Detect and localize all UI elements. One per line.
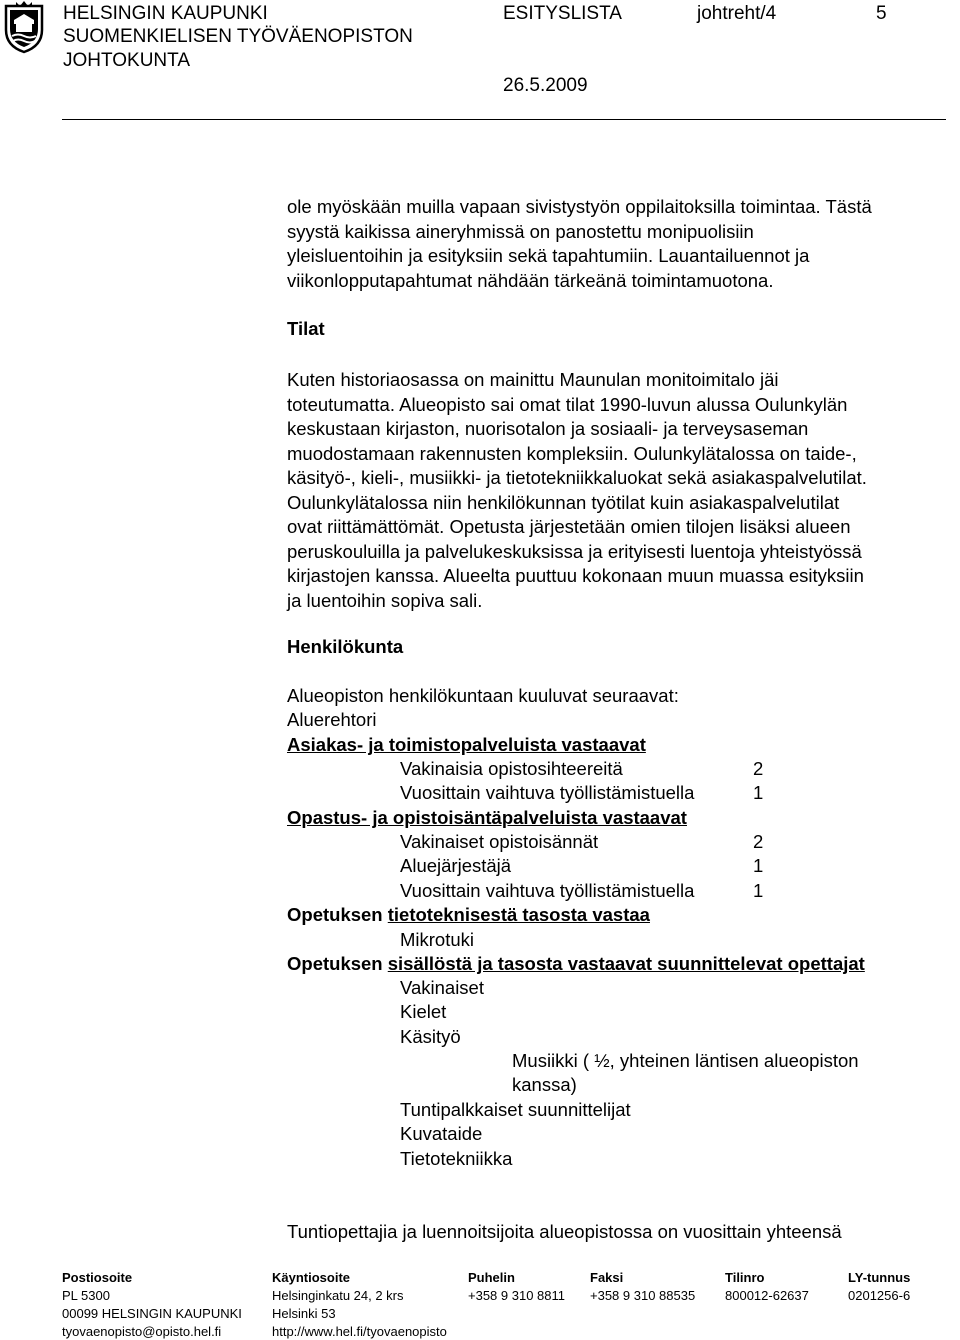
footer-business-id: 0201256-6 [848,1288,911,1303]
text-line: ole myöskään muilla vapaan sivistystyön oppilaitoksilla toimintaa. Tästä [287,196,872,217]
text-line: keskustaan kirjaston, nuorisotalon ja sosiaali- ja terveysaseman [287,418,809,439]
staff-item-label: Tuntipalkkaiset suunnittelijat [400,1099,631,1120]
text-line: Oulunkylätalossa niin henkilökunnan työtilat kuin asiakaspalvelutilat [287,491,840,513]
text-line: yleisluentoihin ja esityksiin sekä tapahtumiin. Lauantailuennot ja [287,245,810,266]
text-line: ja luentoihin sopiva sali. [287,589,483,611]
staff-item-label: Vakinaiset opistoisännät [400,831,599,852]
header-doc-ref: johtreht/4 [697,3,777,24]
text-line: kirjastojen kanssa. Alueelta puuttuu kokonaan muun muassa esityksiin [287,565,864,586]
staff-item-label: Mikrotuki [400,929,475,950]
footer-website[interactable]: http://www.hel.fi/tyovaenopisto [272,1324,447,1339]
staff-item-label: Aluejärjestäjä [400,855,512,876]
text-line: muodostamaan rakennusten kompleksiin. Oulunkylätalossa on taide-, [287,442,857,464]
footer-email[interactable]: tyovaenopisto@opisto.hel.fi [62,1324,222,1339]
staff-item-count: 1 [753,782,764,803]
group-title-opastus: Opastus- ja opistoisäntäpalveluista vastaavat [287,807,687,828]
text-line: peruskouluilla ja palvelukeskuksissa ja erityisesti luentoja yhteistyössä [287,540,862,562]
text-line: viikonlopputapahtumat nähdään tärkeänä toimintamuotona. [287,269,774,291]
helsinki-crest-logo [2,0,46,54]
staff-rehtori: Aluerehtori [287,709,377,730]
text-line: ovat riittämättömät. Opetusta järjestetään omien tilojen lisäksi alueen [287,516,851,537]
staff-item-label: Kuvataide [400,1123,483,1144]
section-heading-henkilokunta: Henkilökunta [287,636,404,657]
staff-item-count: 2 [753,831,764,852]
footer-title: Puhelin [468,1270,515,1285]
footer-fax: +358 9 310 88535 [590,1288,696,1303]
header-org-line1: HELSINGIN KAUPUNKI [63,3,268,24]
staff-item-label: Kielet [400,1001,447,1022]
staff-item-label: kanssa) [512,1074,577,1095]
footer-title: Käyntiosoite [272,1270,351,1285]
staff-item-label: Käsityö [400,1026,461,1047]
header-doc-type: ESITYSLISTA [503,3,622,24]
footer-title: Faksi [590,1270,624,1285]
staff-item-label: Vakinaisia opistosihteereitä [400,758,623,779]
staff-item-count: 2 [753,758,764,779]
footer-text: Helsinki 53 [272,1306,336,1321]
staff-intro: Alueopiston henkilökuntaan kuuluvat seuraavat: [287,685,679,706]
staff-item-label: Vakinaiset [400,977,484,998]
header-org-line3: JOHTOKUNTA [63,50,191,71]
section-heading-tilat: Tilat [287,318,325,339]
text-line: toteutumatta. Alueopisto sai omat tilat 1990-luvun alussa Oulunkylän [287,393,848,415]
footer-title: LY-tunnus [848,1270,911,1285]
intro-paragraph [287,195,947,293]
staff-item-count: 1 [753,880,764,901]
text-line: syystä kaikissa aineryhmissä on panostettu monipuolisiin [287,220,754,242]
group-title-plain: Opetuksen [287,953,383,974]
header-date: 26.5.2009 [503,75,588,96]
tilat-paragraph [287,368,947,613]
group-title-tietotekninen [287,903,650,927]
staff-item-label: Vuosittain vaihtuva työllistämistuella [400,782,695,803]
group-title-asiakas: Asiakas- ja toimistopalveluista vastaavat [287,734,646,755]
text-line: käsityö-, kieli-, musiikki- ja tietotekniikkaluokat sekä asiakaspalvelutilat. [287,467,867,488]
footer-phone: +358 9 310 8811 [468,1288,565,1303]
header-page-number: 5 [876,3,887,24]
text-line: Kuten historiaosassa on mainittu Maunulan monitoimitalo jäi [287,369,779,390]
group-title-underlined: tietoteknisestä tasosta vastaa [387,904,650,925]
closing-sentence: Tuntiopettajia ja luennoitsijoita alueopistossa on vuosittain yhteensä [287,1221,842,1242]
footer-text: 00099 HELSINGIN KAUPUNKI [62,1306,242,1321]
header-org-line2: SUOMENKIELISEN TYÖVÄENOPISTON [63,26,413,47]
staff-item-label: Tietotekniikka [400,1148,513,1169]
footer-text: Helsinginkatu 24, 2 krs [272,1288,404,1303]
footer-title: Postiosoite [62,1270,133,1285]
group-title-plain: Opetuksen [287,904,383,925]
staff-item-count: 1 [753,855,764,876]
group-title-sisalto [287,952,865,976]
footer-text: PL 5300 [62,1288,110,1303]
footer-account: 800012-62637 [725,1288,809,1303]
group-title-underlined: sisällöstä ja tasosta vastaavat suunnittelevat opettajat [387,953,865,974]
header-divider [62,119,946,120]
footer-title: Tilinro [725,1270,765,1285]
staff-item-label: Vuosittain vaihtuva työllistämistuella [400,880,695,901]
staff-item-label: Musiikki ( ½, yhteinen läntisen alueopiston [512,1050,859,1071]
